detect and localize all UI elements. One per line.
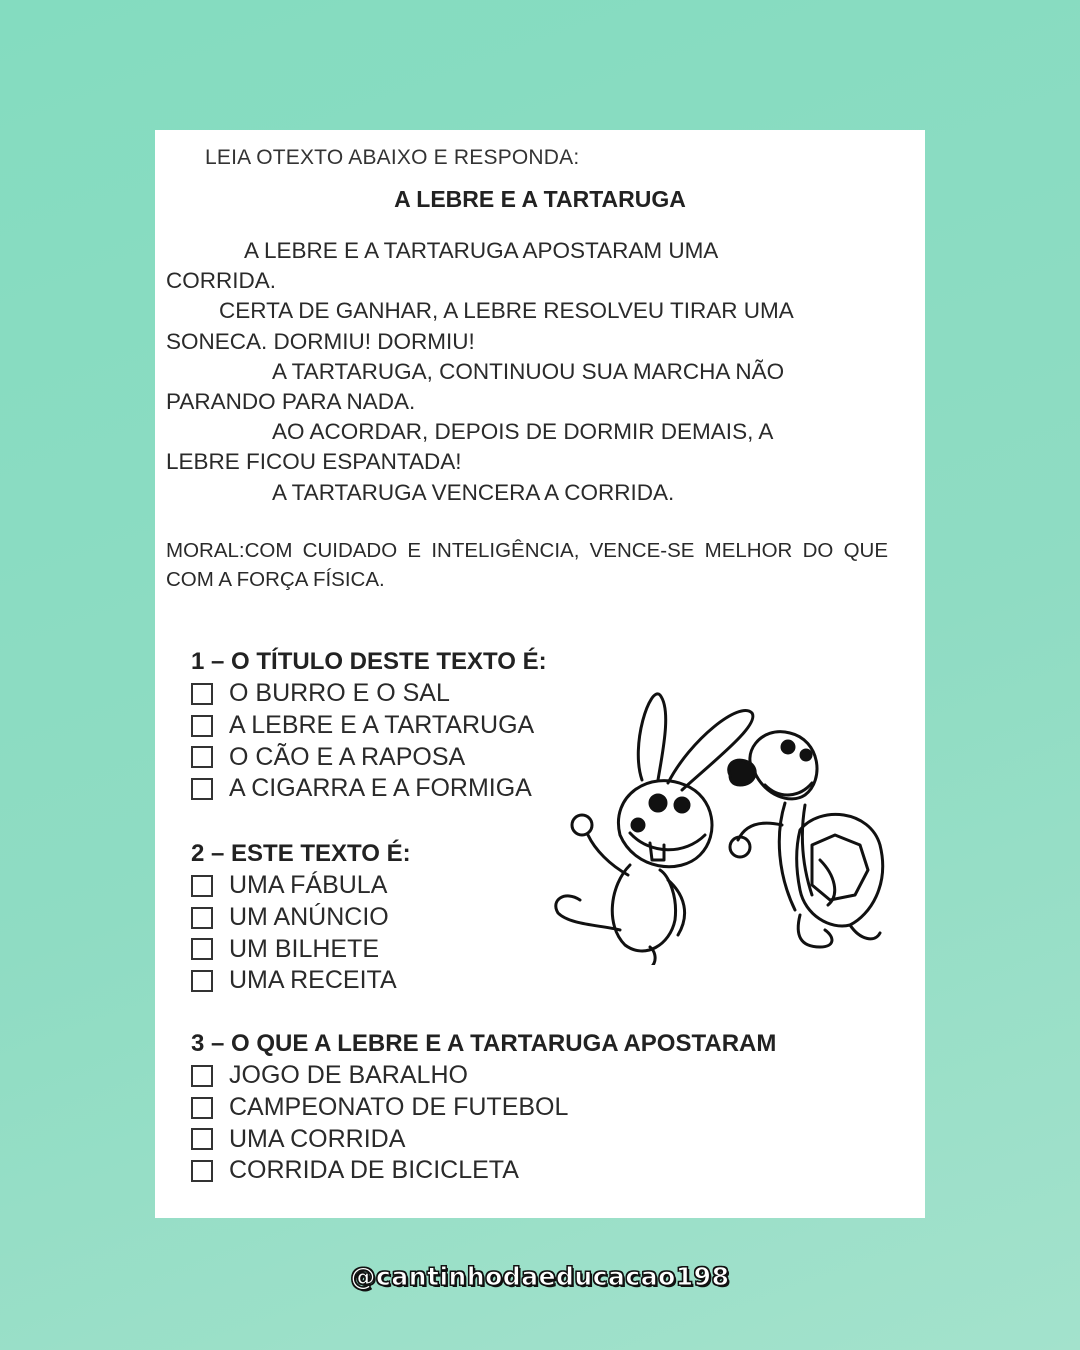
checkbox[interactable] <box>191 1097 213 1119</box>
answer-option[interactable] <box>191 1060 776 1092</box>
option-label: A LEBRE E A TARTARUGA <box>229 711 535 740</box>
checkbox[interactable] <box>191 715 213 737</box>
checkbox[interactable] <box>191 938 213 960</box>
hare-and-tortoise-illustration <box>550 685 890 965</box>
option-label: A CIGARRA E A FORMIGA <box>229 774 532 803</box>
checkbox[interactable] <box>191 970 213 992</box>
option-label: JOGO DE BARALHO <box>229 1061 468 1090</box>
answer-option[interactable] <box>191 870 411 902</box>
option-label: CAMPEONATO DE FUTEBOL <box>229 1093 569 1122</box>
question-3 <box>191 1030 776 1187</box>
answer-option[interactable] <box>191 741 547 773</box>
story-line: CERTA DE GANHAR, A LEBRE RESOLVEU TIRAR UMA <box>219 298 794 324</box>
option-label: UMA FÁBULA <box>229 871 388 900</box>
story-line: AO ACORDAR, DEPOIS DE DORMIR DEMAIS, A <box>272 419 774 445</box>
checkbox[interactable] <box>191 1160 213 1182</box>
answer-option[interactable] <box>191 1155 776 1187</box>
story-text <box>166 236 888 508</box>
instruction-text: LEIA OTEXTO ABAIXO E RESPONDA: <box>205 146 580 169</box>
story-title: A LEBRE E A TARTARUGA <box>394 186 686 212</box>
worksheet <box>155 130 925 1218</box>
checkbox[interactable] <box>191 1128 213 1150</box>
answer-option[interactable] <box>191 773 547 805</box>
option-label: UMA RECEITA <box>229 966 397 995</box>
option-label: UM BILHETE <box>229 934 380 963</box>
story-line: PARANDO PARA NADA. <box>166 389 416 415</box>
answer-option[interactable] <box>191 965 411 997</box>
moral-text: MORAL:COM CUIDADO E INTELIGÊNCIA, VENCE-SE MELHOR DO QUE COM A FORÇA FÍSICA. <box>166 539 888 591</box>
checkbox[interactable] <box>191 875 213 897</box>
social-handle: @cantinhodaeducacao198 <box>350 1262 730 1291</box>
story-line: SONECA. DORMIU! DORMIU! <box>166 328 475 354</box>
answer-option[interactable] <box>191 1123 776 1155</box>
question-title: 1 – O TÍTULO DESTE TEXTO É: <box>191 648 547 675</box>
answer-option[interactable] <box>191 710 547 742</box>
story-line: A TARTARUGA VENCERA A CORRIDA. <box>272 479 675 505</box>
answer-option[interactable] <box>191 1092 776 1124</box>
story-line: A LEBRE E A TARTARUGA APOSTARAM UMA <box>244 238 719 263</box>
checkbox[interactable] <box>191 746 213 768</box>
option-label: UMA CORRIDA <box>229 1124 406 1153</box>
checkbox[interactable] <box>191 778 213 800</box>
answer-option[interactable] <box>191 902 411 934</box>
checkbox[interactable] <box>191 683 213 705</box>
option-label: O CÃO E A RAPOSA <box>229 742 466 771</box>
answer-option[interactable] <box>191 933 411 965</box>
question-title: 3 – O QUE A LEBRE E A TARTARUGA APOSTARAM <box>191 1030 777 1057</box>
option-label: O BURRO E O SAL <box>229 679 450 708</box>
story-line: A TARTARUGA, CONTINUOU SUA MARCHA NÃO <box>272 358 785 384</box>
question-title: 2 – ESTE TEXTO É: <box>191 840 411 867</box>
story-line: CORRIDA. <box>166 268 277 294</box>
answer-option[interactable] <box>191 678 547 710</box>
question-2 <box>191 840 411 997</box>
question-1 <box>191 648 547 805</box>
option-label: CORRIDA DE BICICLETA <box>229 1156 519 1185</box>
option-label: UM ANÚNCIO <box>229 903 389 932</box>
story-line: LEBRE FICOU ESPANTADA! <box>166 449 462 475</box>
checkbox[interactable] <box>191 907 213 929</box>
checkbox[interactable] <box>191 1065 213 1087</box>
